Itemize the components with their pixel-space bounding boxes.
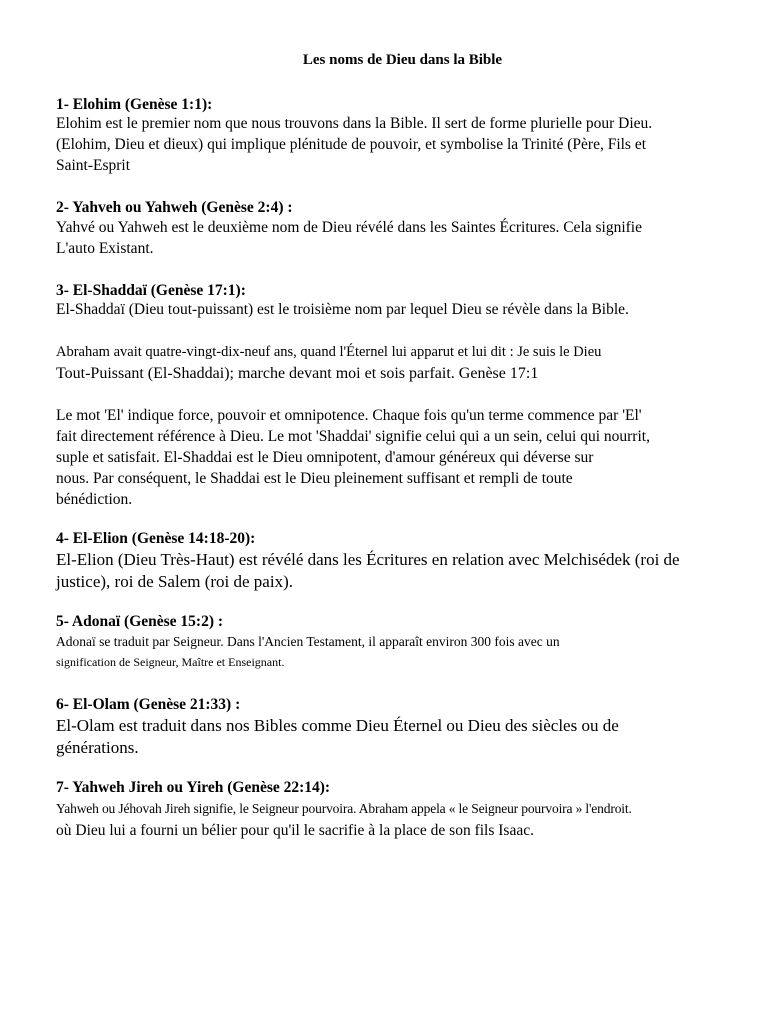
section-3-paragraph-line: fait directement référence à Dieu. Le mot 'Shaddai' signifie celui qui a un sein, celui qui nourrit, [56, 428, 650, 445]
section-3-heading: 3- El-Shaddaï (Genèse 17:1): [56, 282, 246, 299]
section-7-line: où Dieu lui a fourni un bélier pour qu'il le sacrifie à la place de son fils Isaac. [56, 822, 534, 839]
section-1-line: Elohim est le premier nom que nous trouvons dans la Bible. Il sert de forme plurielle pour Dieu. [56, 115, 653, 132]
section-2-heading: 2- Yahveh ou Yahweh (Genèse 2:4) : [56, 199, 293, 216]
section-4-line: justice), roi de Salem (roi de paix). [56, 572, 293, 591]
section-7-line: Yahweh ou Jéhovah Jireh signifie, le Seigneur pourvoira. Abraham appela « le Seigneur pourvoira » l'endroit. [56, 801, 632, 816]
section-7-heading: 7- Yahweh Jireh ou Yireh (Genèse 22:14): [56, 779, 331, 796]
section-3-paragraph-line: suple et satisfait. El-Shaddai est le Dieu omnipotent, d'amour généreux qui déverse sur [56, 449, 594, 466]
section-4-heading: 4- El-Elion (Genèse 14:18-20): [56, 530, 256, 547]
section-5-heading: 5- Adonaï (Genèse 15:2) : [56, 613, 224, 630]
section-5-line: Adonaï se traduit par Seigneur. Dans l'Ancien Testament, il apparaît environ 300 fois avec un [56, 634, 560, 649]
section-3-paragraph-line: nous. Par conséquent, le Shaddai est le Dieu pleinement suffisant et rempli de toute [56, 470, 573, 487]
section-1-heading: 1- Elohim (Genèse 1:1): [56, 96, 213, 113]
section-3-paragraph-line: Le mot 'El' indique force, pouvoir et omnipotence. Chaque fois qu'un terme commence par 'El' [56, 407, 642, 424]
section-5-line: signification de Seigneur, Maître et Enseignant. [56, 655, 285, 669]
section-1-line: Saint-Esprit [56, 157, 131, 174]
section-3-paragraph-line: bénédiction. [56, 491, 133, 508]
section-2-line: Yahvé ou Yahweh est le deuxième nom de Dieu révélé dans les Saintes Écritures. Cela signifie [56, 219, 642, 236]
section-4-line: El-Elion (Dieu Très-Haut) est révélé dans les Écritures en relation avec Melchisédek (roi de [56, 550, 680, 569]
section-6-line: générations. [56, 738, 139, 757]
section-6-heading: 6- El-Olam (Genèse 21:33) : [56, 696, 241, 713]
document-title: Les noms de Dieu dans la Bible [302, 52, 503, 68]
section-3-line: El-Shaddaï (Dieu tout-puissant) est le troisième nom par lequel Dieu se révèle dans la Bible. [56, 301, 629, 318]
section-3-quote-line: Abraham avait quatre-vingt-dix-neuf ans, quand l'Éternel lui apparut et lui dit : Je suis le Dieu [56, 344, 602, 360]
section-1-line: (Elohim, Dieu et dieux) qui implique plénitude de pouvoir, et symbolise la Trinité (Père, Fils et [56, 136, 647, 153]
section-3-quote-line: Tout-Puissant (El-Shaddai); marche devant moi et sois parfait. Genèse 17:1 [56, 365, 539, 382]
section-6-line: El-Olam est traduit dans nos Bibles comme Dieu Éternel ou Dieu des siècles ou de [56, 716, 619, 735]
section-2-line: L'auto Existant. [56, 240, 154, 257]
